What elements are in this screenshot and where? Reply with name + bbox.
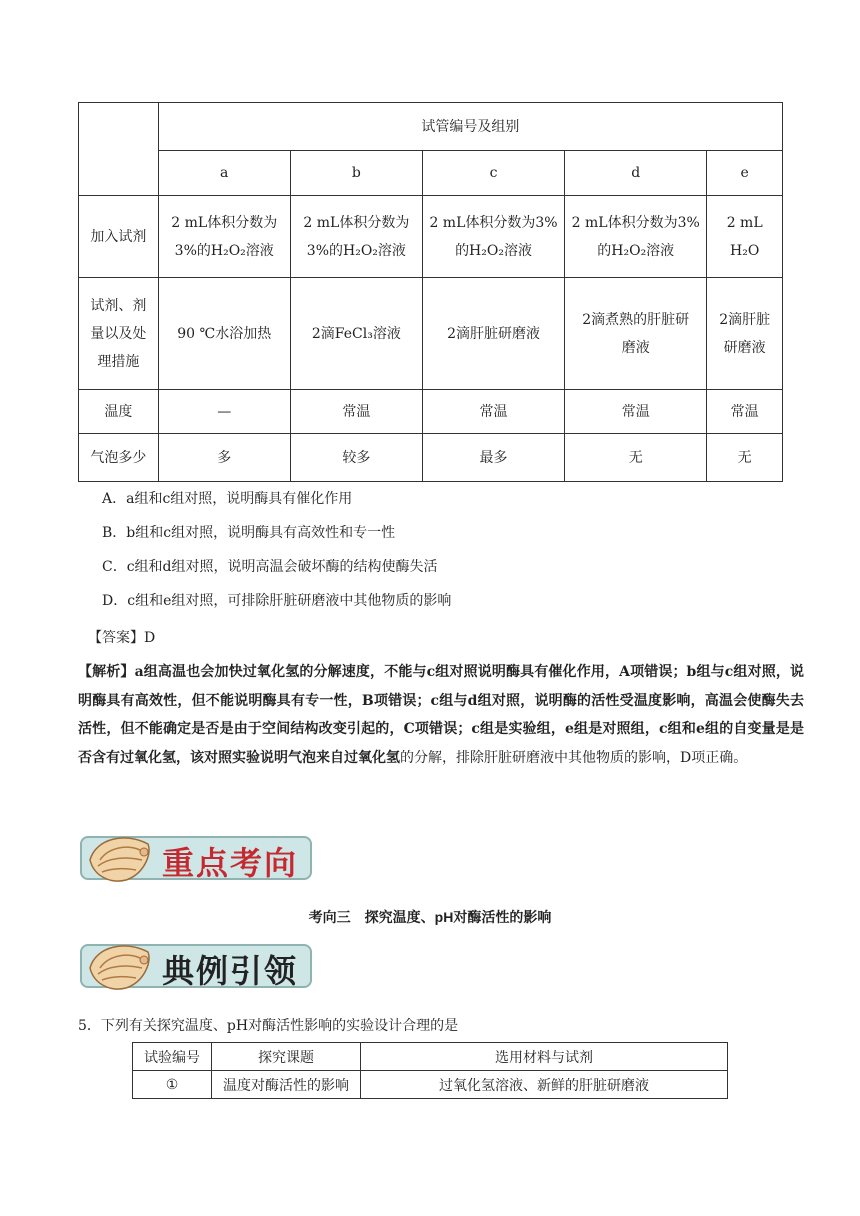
option-b: B．b组和c组对照，说明酶具有高效性和专一性 (102, 525, 396, 541)
table-cell: 90 ℃水浴加热 (158, 278, 290, 390)
explanation-text: a组高温也会加快过氧化氢的分解速度，不能与c组对照说明酶具有催化作用，A项错误；b组与c组对照，说明酶具有高效性，但不能说明酶具有专一性，B项错误；c组与d组对照，说明酶的活性受温度影响，高温会使酶失去活性，但不能确定是否是由于空间结构改变引起的，C项错误；c组是实验组，e组是对照组，c组和e组的自变量是是否含有过氧化氢，该对照实验说明气泡来自过氧化氢 (78, 664, 804, 766)
table-cell: 2 mL体积分数为3% 的H₂O₂溶液 (565, 196, 707, 278)
conch-shell-icon (86, 938, 156, 992)
row-label: 试剂、剂 量以及处 理措施 (79, 278, 159, 390)
table-cell: 2 mL体积分数为3% 的H₂O₂溶液 (422, 196, 564, 278)
table-cell: 多 (158, 434, 290, 482)
table-cell: 过氧化氢溶液、新鲜的肝脏研磨液 (361, 1071, 728, 1099)
table-cell: 较多 (290, 434, 422, 482)
table-cell: 无 (707, 434, 783, 482)
option-a: A．a组和c组对照，说明酶具有催化作用 (102, 491, 353, 507)
answer-options (102, 488, 451, 624)
table-cell: 2滴肝脏 研磨液 (707, 278, 783, 390)
table-cell: ① (133, 1071, 212, 1099)
explanation-label: 【解析】 (78, 664, 135, 680)
table-cell: 常温 (707, 390, 783, 434)
answer-line: 【答案】D (88, 630, 156, 646)
key-direction-banner (80, 830, 312, 886)
explanation-tail: 的分解，排除肝脏研磨液中其他物质的影响，D项正确。 (400, 749, 748, 766)
col-header: a (158, 151, 290, 196)
table-cell: 2滴FeCl₃溶液 (290, 278, 422, 390)
corner-cell (79, 103, 159, 196)
question-5: 5．下列有关探究温度、pH对酶活性影响的实验设计合理的是 (78, 1018, 459, 1034)
conch-shell-icon (86, 830, 156, 884)
row-label: 温度 (79, 390, 159, 434)
option-c: C．c组和d组对照，说明高温会破坏酶的结构使酶失活 (102, 559, 438, 575)
option-d: D．c组和e组对照，可排除肝脏研磨液中其他物质的影响 (102, 593, 452, 609)
section-subheading: 考向三 探究温度、pH对酶活性的影响 (308, 909, 552, 925)
table-cell: 2滴煮熟的肝脏研 磨液 (565, 278, 707, 390)
group-header: 试管编号及组别 (158, 103, 782, 151)
table-cell: 2 mL H₂O (707, 196, 783, 278)
col-header: c (422, 151, 564, 196)
col-header: 探究课题 (212, 1043, 361, 1071)
table-cell: — (158, 390, 290, 434)
experiment-table (78, 102, 783, 482)
banner-title: 典例引领 (162, 952, 299, 990)
typical-example-banner (80, 938, 312, 994)
banner-title: 重点考向 (162, 844, 299, 882)
table-cell: 常温 (565, 390, 707, 434)
table-cell: 2 mL体积分数为 3%的H₂O₂溶液 (290, 196, 422, 278)
table-cell: 最多 (422, 434, 564, 482)
col-header: 试验编号 (133, 1043, 212, 1071)
row-label: 加入试剂 (79, 196, 159, 278)
table-cell: 无 (565, 434, 707, 482)
table-cell: 常温 (290, 390, 422, 434)
col-header: d (565, 151, 707, 196)
table-cell: 2 mL体积分数为 3%的H₂O₂溶液 (158, 196, 290, 278)
explanation (78, 658, 804, 772)
row-label: 气泡多少 (79, 434, 159, 482)
col-header: b (290, 151, 422, 196)
table-cell: 温度对酶活性的影响 (212, 1071, 361, 1099)
table-cell: 常温 (422, 390, 564, 434)
design-table (132, 1042, 728, 1099)
table-cell: 2滴肝脏研磨液 (422, 278, 564, 390)
col-header: e (707, 151, 783, 196)
col-header: 选用材料与试剂 (361, 1043, 728, 1071)
